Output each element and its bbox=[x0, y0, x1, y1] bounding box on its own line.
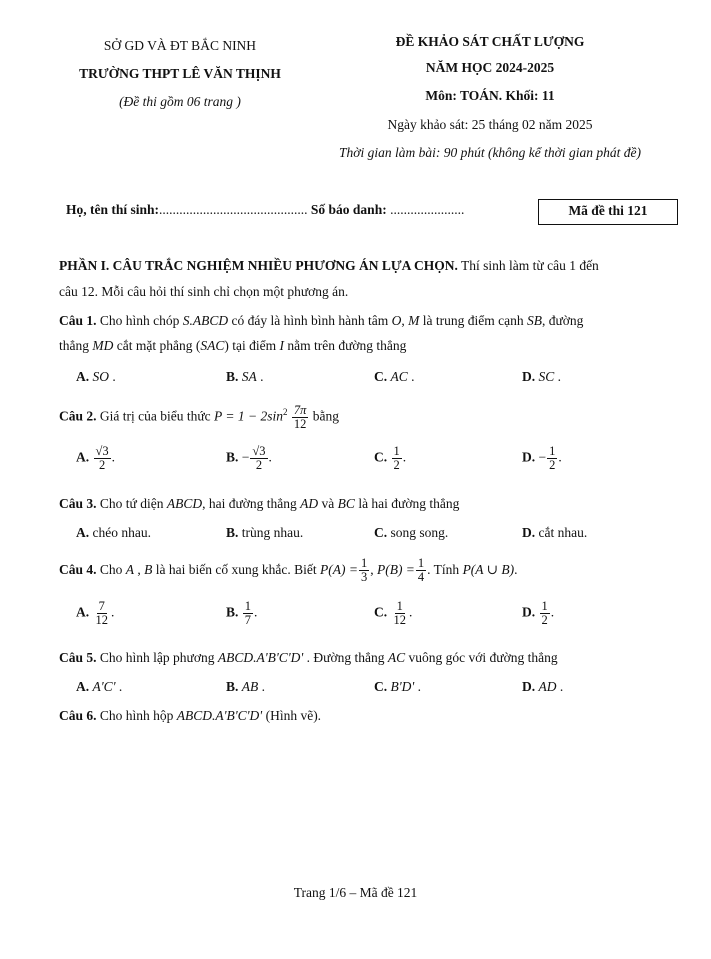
part1-intro-line2: câu 12. Mỗi câu hỏi thí sinh chỉ chọn một phương án. bbox=[59, 284, 349, 299]
q6-math: ABCD.A'B'C'D' bbox=[176, 708, 263, 723]
part1-title: PHẦN I. CÂU TRẮC NGHIỆM NHIỀU PHƯƠNG ÁN LỰA CHỌN. bbox=[59, 258, 458, 273]
student-info-line bbox=[66, 202, 464, 218]
q3-math: ABCD bbox=[166, 496, 203, 511]
department-name: SỞ GD VÀ ĐT BẮC NINH bbox=[103, 38, 257, 53]
question-6 bbox=[59, 708, 321, 724]
q4-text: Cho bbox=[96, 562, 126, 577]
q1-text: là trung điểm cạnh bbox=[419, 313, 527, 328]
q1-math: O bbox=[391, 313, 402, 328]
q6-label: Câu 6. bbox=[59, 708, 97, 723]
q1-math: SB bbox=[526, 313, 542, 328]
q1-option-b[interactable]: B. SA . bbox=[226, 369, 264, 384]
question-3 bbox=[59, 496, 459, 512]
q1-math: M bbox=[408, 313, 420, 328]
q3-math: BC bbox=[337, 496, 355, 511]
q5-math: ABCD.A'B'C'D' bbox=[217, 650, 304, 665]
exam-code-box: Mã đề thi 121 bbox=[538, 199, 678, 225]
q2-option-b[interactable]: B. − $\frac{√3}{2}$ . bbox=[226, 444, 272, 473]
q1-text: ) tại điểm bbox=[224, 338, 280, 353]
q4-option-d[interactable]: D. $\frac{1}{2}$ . bbox=[522, 599, 555, 628]
question-1-line2 bbox=[59, 338, 406, 354]
q5-text: Cho hình lập phương bbox=[96, 650, 218, 665]
q1-text: cắt mặt phẳng ( bbox=[113, 338, 201, 353]
q3-math: AD bbox=[300, 496, 319, 511]
q2-label: Câu 2. bbox=[59, 408, 97, 424]
subject-grade: Môn: TOÁN. Khối: 11 bbox=[425, 88, 555, 103]
q1-math: MD bbox=[92, 338, 114, 353]
q1-option-d[interactable]: D. SC . bbox=[522, 369, 562, 384]
q4-label: Câu 4. bbox=[59, 562, 97, 577]
q5-option-d[interactable]: D. AD . bbox=[522, 679, 564, 694]
student-name-field[interactable]: ............................................ bbox=[159, 202, 308, 217]
q1-text: nằm trên đường thẳng bbox=[283, 338, 407, 353]
q2-exponent: 2 bbox=[283, 407, 288, 417]
q3-option-b[interactable]: B. trùng nhau. bbox=[226, 525, 304, 540]
q1-text: , bbox=[401, 313, 409, 328]
q2-option-d[interactable]: D. − $\frac{1}{2}$ . bbox=[522, 444, 562, 473]
q6-text: (Hình vẽ). bbox=[262, 708, 322, 723]
q4-math: B bbox=[144, 562, 153, 577]
q3-text: là hai đường thẳng bbox=[354, 496, 460, 511]
q1-math: SAC bbox=[200, 338, 225, 353]
q5-text: . Đường thẳng bbox=[303, 650, 388, 665]
q4-math: A bbox=[125, 562, 135, 577]
q4-text: . Tính bbox=[427, 562, 463, 577]
q5-text: vuông góc với đường thẳng bbox=[405, 650, 558, 665]
q4-text: là hai biến cố xung khắc. Biết bbox=[152, 562, 320, 577]
q4-option-b[interactable]: B. $\frac{1}{7}$ . bbox=[226, 599, 258, 628]
q1-label: Câu 1. bbox=[59, 313, 97, 328]
question-2 bbox=[59, 398, 339, 431]
q4-prob-a: P(A) = bbox=[319, 562, 358, 577]
q5-label: Câu 5. bbox=[59, 650, 97, 665]
exam-duration: Thời gian làm bài: 90 phút (không kể thời gian phát đề) bbox=[338, 145, 641, 160]
q1-option-a[interactable]: A. SO . bbox=[76, 369, 116, 384]
school-name: TRƯỜNG THPT LÊ VĂN THỊNH bbox=[79, 66, 281, 81]
q3-label: Câu 3. bbox=[59, 496, 97, 511]
part1-heading bbox=[59, 258, 599, 274]
student-name-label: Họ, tên thí sinh: bbox=[66, 202, 160, 217]
question-4: Câu 4. Cho A , B là hai biến cố xung khắc. Biết P(A) = $\frac{1}{3}$ , P(B) = $\frac{1}{4}$ . Tính P(A ∪ B). bbox=[59, 556, 518, 585]
q3-text: Cho tứ diện bbox=[96, 496, 167, 511]
school-year: NĂM HỌC 2024-2025 bbox=[425, 60, 555, 75]
q2-fraction: $\frac{7\pi}{12}$ bbox=[293, 402, 307, 431]
q3-option-c[interactable]: C. song song. bbox=[374, 525, 449, 540]
q4-option-c[interactable]: C. $\frac{1}{12}$ . bbox=[374, 599, 413, 628]
question-5 bbox=[59, 650, 558, 666]
q2-text: Giá trị của biểu thức bbox=[96, 408, 215, 424]
q5-option-a[interactable]: A. A'C' . bbox=[76, 679, 123, 694]
q2-option-c[interactable]: C. $\frac{1}{2}$ . bbox=[374, 444, 407, 473]
q1-math: I bbox=[279, 338, 284, 353]
student-id-label: Số báo danh: bbox=[310, 202, 387, 217]
q2-option-a[interactable]: A. $\frac{√3}{2}$ . bbox=[76, 444, 115, 473]
question-1 bbox=[59, 313, 583, 329]
q5-option-c[interactable]: C. B'D' . bbox=[374, 679, 422, 694]
q4-option-a[interactable]: A. $\frac{7}{12}$ . bbox=[76, 599, 115, 628]
q3-option-d[interactable]: D. cắt nhau. bbox=[522, 525, 588, 540]
q2-text: bằng bbox=[309, 408, 340, 424]
exam-title: ĐỀ KHẢO SÁT CHẤT LƯỢNG bbox=[395, 34, 585, 49]
q1-text: có đáy là hình bình hành tâm bbox=[228, 313, 392, 328]
q5-option-b[interactable]: B. AB . bbox=[226, 679, 266, 694]
q1-option-c[interactable]: C. AC . bbox=[374, 369, 415, 384]
q3-text: và bbox=[318, 496, 338, 511]
q2-expression: P = 1 − 2sin bbox=[214, 408, 284, 424]
q1-text: thẳng bbox=[59, 338, 93, 353]
page-footer: Trang 1/6 – Mã đề 121 bbox=[293, 885, 418, 900]
q4-prob-union: P(A ∪ B) bbox=[462, 562, 515, 577]
q1-text: , đường bbox=[541, 313, 584, 328]
q1-math: S.ABCD bbox=[182, 313, 229, 328]
q6-text: Cho hình hộp bbox=[96, 708, 177, 723]
q3-text: , hai đường thẳng bbox=[202, 496, 301, 511]
exam-date: Ngày khảo sát: 25 tháng 02 năm 2025 bbox=[387, 117, 593, 132]
q4-text: , bbox=[134, 562, 145, 577]
q3-option-a[interactable]: A. chéo nhau. bbox=[76, 525, 151, 540]
q4-prob-b: P(B) = bbox=[376, 562, 415, 577]
part1-intro: Thí sinh làm từ câu 1 đến bbox=[457, 258, 599, 273]
pages-note: (Đề thi gồm 06 trang ) bbox=[119, 94, 241, 109]
student-id-field[interactable]: ...................... bbox=[386, 202, 465, 217]
q5-math: AC bbox=[387, 650, 406, 665]
q1-text: Cho hình chóp bbox=[96, 313, 183, 328]
